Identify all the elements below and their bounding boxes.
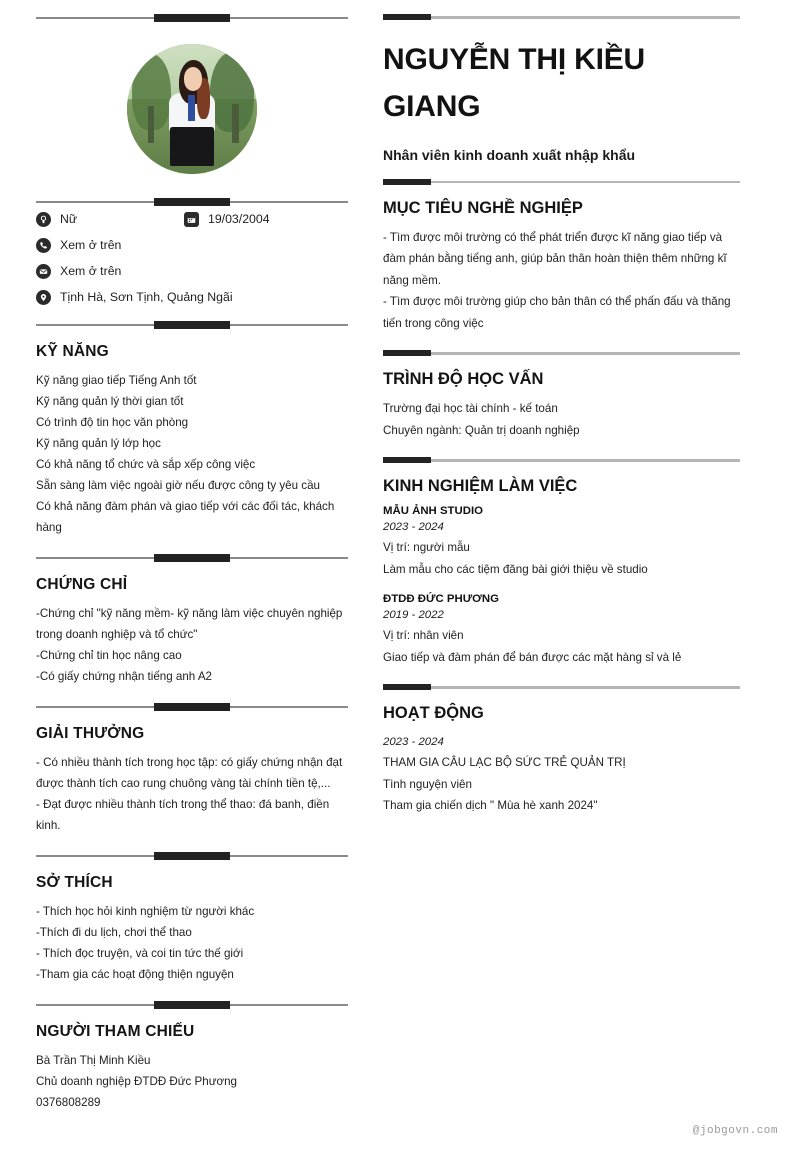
certificate-item: -Có giấy chứng nhận tiếng anh A2 xyxy=(36,670,212,683)
skill-item: Sẵn sàng làm việc ngoài giờ nếu được công ty yêu cầu xyxy=(36,479,320,492)
reference-item: Chủ doanh nghiệp ĐTDĐ Đức Phương xyxy=(36,1075,237,1088)
section-title-objective: MỤC TIÊU NGHỀ NGHIỆP xyxy=(383,198,583,217)
divider-activities xyxy=(383,684,740,690)
section-title-education: TRÌNH ĐỘ HỌC VẤN xyxy=(383,370,544,389)
divider-certificates xyxy=(36,554,348,562)
section-title-certificates: CHỨNG CHỈ xyxy=(36,576,128,593)
activities-years: 2023 - 2024 xyxy=(383,736,444,749)
section-title-references: NGƯỜI THAM CHIẾU xyxy=(36,1023,195,1040)
avatar xyxy=(127,44,257,174)
skill-item: Có khả năng đàm phán và giao tiếp với các đối tác, khách hàng xyxy=(36,500,335,534)
divider-top-left xyxy=(36,14,348,22)
reference-item: 0376808289 xyxy=(36,1096,101,1109)
gender-value: Nữ xyxy=(60,212,78,227)
contact-email xyxy=(36,264,121,279)
section-certificates xyxy=(36,554,348,687)
experience-detail: Giao tiếp và đàm phán để bán được các mặt hàng sỉ và lẻ xyxy=(383,650,682,664)
award-item: - Có nhiều thành tích trong học tập: có giấy chứng nhận đạt được thành tích cao rung chuông vàng tài chính tiền tệ,... xyxy=(36,756,343,790)
divider-header xyxy=(383,14,740,20)
left-column xyxy=(0,0,373,1149)
divider-objective xyxy=(383,179,740,185)
reference-item: Bà Trần Thị Minh Kiều xyxy=(36,1054,151,1067)
skill-item: Kỹ năng quản lý thời gian tốt xyxy=(36,395,184,408)
contact-row xyxy=(36,290,348,305)
activity-item: Tham gia chiến dịch " Mùa hè xanh 2024" xyxy=(383,799,598,813)
right-column xyxy=(373,0,800,1149)
divider-education xyxy=(383,350,740,356)
phone-icon xyxy=(36,238,51,253)
experience-years: 2023 - 2024 xyxy=(383,521,444,534)
objective-item: - Tìm được môi trường giúp cho bản thân có thể phấn đấu và thăng tiến trong công việc xyxy=(383,295,731,330)
address-value: Tịnh Hà, Sơn Tịnh, Quảng Ngãi xyxy=(60,290,233,305)
hobby-item: - Thích đọc truyện, và coi tin tức thế giới xyxy=(36,947,244,960)
divider-hobbies xyxy=(36,852,348,860)
section-objective xyxy=(383,179,740,335)
activity-item: THAM GIA CÂU LẠC BỘ SỨC TRẺ QUẢN TRỊ xyxy=(383,756,626,770)
section-title-skills: KỸ NĂNG xyxy=(36,343,109,360)
gender-icon xyxy=(36,212,51,227)
experience-detail: Vị trí: nhân viên xyxy=(383,629,464,643)
section-title-experience: KINH NGHIỆM LÀM VIỆC xyxy=(383,477,578,496)
watermark: @jobgovn.com xyxy=(692,1125,778,1137)
hobby-item: -Thích đi du lịch, chơi thể thao xyxy=(36,926,192,939)
contact-address xyxy=(36,290,233,305)
experience-years: 2019 - 2022 xyxy=(383,609,444,622)
experience-detail: Vị trí: người mẫu xyxy=(383,541,470,555)
section-activities xyxy=(383,684,740,817)
experience-org: ĐTDĐ ĐỨC PHƯƠNG xyxy=(383,593,499,606)
phone-value: Xem ở trên xyxy=(60,238,122,253)
divider-contact xyxy=(36,198,348,206)
calendar-icon xyxy=(184,212,199,227)
divider-awards xyxy=(36,703,348,711)
section-experience xyxy=(383,457,740,668)
page-title: NGUYỄN THỊ KIỀU GIANG xyxy=(383,43,646,124)
section-title-activities: HOẠT ĐỘNG xyxy=(383,704,484,723)
section-hobbies xyxy=(36,852,348,985)
skill-item: Có khả năng tổ chức và sắp xếp công việc xyxy=(36,458,256,471)
email-value: Xem ở trên xyxy=(60,264,122,279)
contact-row xyxy=(36,212,348,227)
job-title: Nhân viên kinh doanh xuất nhập khẩu xyxy=(383,146,636,163)
section-skills xyxy=(36,321,348,538)
certificate-item: -Chứng chỉ tin học nâng cao xyxy=(36,649,182,662)
section-awards xyxy=(36,703,348,836)
hobby-item: -Tham gia các hoạt động thiện nguyện xyxy=(36,968,234,981)
contact-row xyxy=(36,264,348,279)
experience-org: MẪU ẢNH STUDIO xyxy=(383,505,483,518)
skill-item: Kỹ năng quản lý lớp học xyxy=(36,437,161,450)
contact-gender xyxy=(36,212,184,227)
education-item: Chuyên ngành: Quản trị doanh nghiệp xyxy=(383,423,580,437)
divider-references xyxy=(36,1001,348,1009)
skill-item: Kỹ năng giao tiếp Tiếng Anh tốt xyxy=(36,374,197,387)
activity-item: Tình nguyện viên xyxy=(383,777,472,791)
section-title-awards: GIẢI THƯỞNG xyxy=(36,725,145,742)
envelope-icon xyxy=(36,264,51,279)
section-title-hobbies: SỞ THÍCH xyxy=(36,874,113,891)
hobby-item: - Thích học hỏi kinh nghiệm từ người khác xyxy=(36,905,255,918)
contact-phone xyxy=(36,238,121,253)
experience-detail: Làm mẫu cho các tiệm đăng bài giới thiệu về studio xyxy=(383,562,648,576)
divider-skills xyxy=(36,321,348,329)
certificate-item: -Chứng chỉ "kỹ năng mềm- kỹ năng làm việc chuyên nghiệp trong doanh nghiệp và tổ chức" xyxy=(36,607,343,641)
section-education xyxy=(383,350,740,441)
location-pin-icon xyxy=(36,290,51,305)
photo-container xyxy=(36,44,348,174)
contact-row xyxy=(36,238,348,253)
section-references xyxy=(36,1001,348,1113)
award-item: - Đạt được nhiều thành tích trong thể thao: đá banh, điền kinh. xyxy=(36,798,330,832)
objective-item: - Tìm được môi trường có thể phát triển được kĩ năng giao tiếp và đàm phán bằng tiếng anh, giúp bản thân hoàn thiện thêm những kĩ năng mềm. xyxy=(383,230,727,287)
education-item: Trường đại học tài chính - kế toán xyxy=(383,402,558,416)
experience-entry xyxy=(383,505,740,580)
birthdate-value: 19/03/2004 xyxy=(208,212,270,227)
contact-birthdate xyxy=(184,212,270,227)
experience-entry xyxy=(383,593,740,668)
divider-experience xyxy=(383,457,740,463)
contact-list xyxy=(36,212,348,305)
skill-item: Có trình độ tin học văn phòng xyxy=(36,416,189,429)
